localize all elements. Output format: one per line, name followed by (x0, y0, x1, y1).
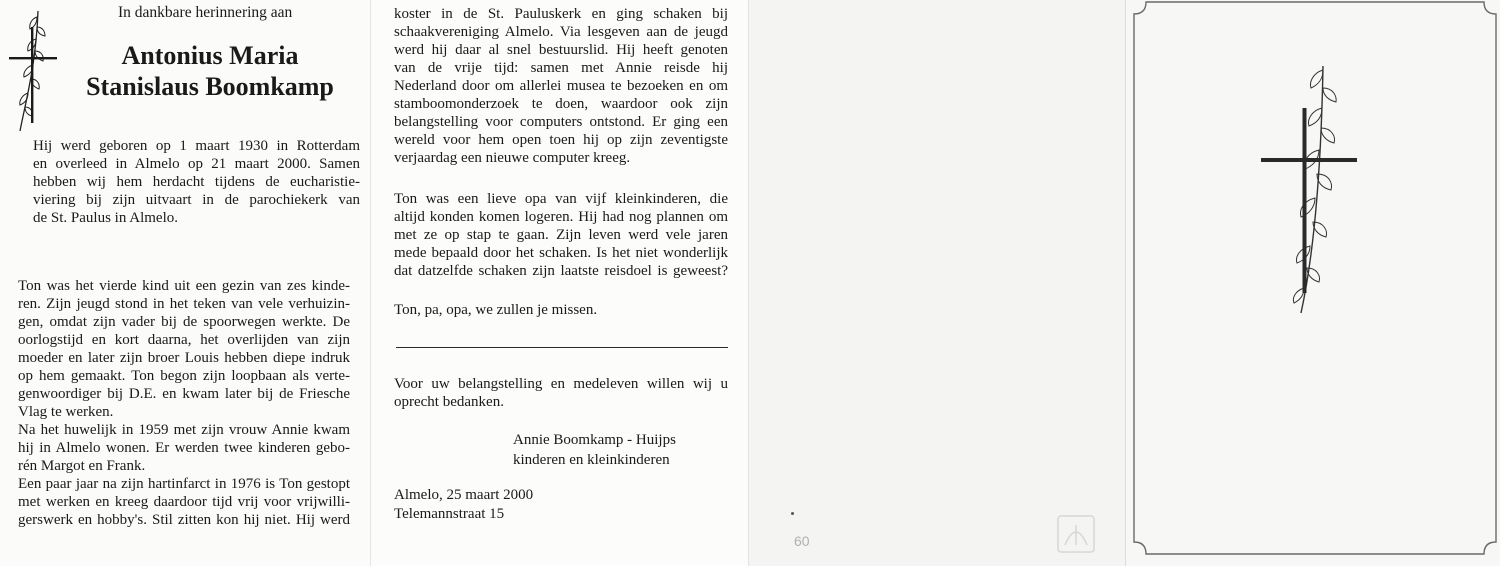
text-line: en overleed in Almelo op 21 maart 2000. Samen (33, 156, 360, 172)
text-line: wereld voor hem open toen hij op zijn zeventigste (394, 132, 728, 148)
text-line: oorlogstijd en kort daarna, het overlijden van zijn (18, 332, 350, 348)
text-line: belangstelling voor computers ontstond. Er ging een (394, 114, 728, 130)
deceased-name (55, 40, 365, 102)
text-line: Een paar jaar na zijn hartinfarct in 1976 is Ton gestopt (18, 476, 350, 492)
text-line: oprecht bedanken. (394, 394, 504, 410)
cross-with-palm-branch-icon (6, 5, 58, 133)
biography-part-1 (18, 277, 350, 529)
intro-paragraph (33, 137, 360, 227)
text-line: rén Margot en Frank. (18, 458, 146, 474)
signature-line: kinderen en kleinkinderen (513, 452, 670, 468)
text-line: hebben wij hem herdacht tijdens de eucharistie- (33, 174, 360, 190)
text-line: op hem gemaakt. Ton begon zijn loopbaan als verte- (18, 368, 350, 384)
card-page-inside-text (370, 0, 748, 566)
text-line: moeder en later zijn broer Louis hebben diepe indruk (18, 350, 350, 366)
text-line: mede bepaald door het schaken. Is het niet wonderlijk (394, 245, 728, 261)
ink-dot (791, 512, 794, 515)
card-page-cover (1125, 0, 1500, 566)
text-line: ren. Zijn jeugd stond in het teken van vele verhuizin- (18, 296, 350, 312)
text-line: genwoordiger bij D.E. en kwam later bij de Friesche (18, 386, 350, 402)
text-line: gen, omdat zijn vader bij de spoorwegen werkte. De (18, 314, 350, 330)
text-line: stamboomonderzoek te doen, waardoor ook zijn (394, 96, 728, 112)
card-page-front-text (0, 0, 370, 566)
publisher-mark-icon (1057, 515, 1095, 553)
cross-with-palm-branch-icon (1261, 58, 1366, 318)
text-line: van de vrije tijd: samen met Annie reisde hij (394, 60, 728, 76)
text-line: altijd konden komen logeren. Hij had nog plannen om (394, 209, 728, 225)
text-line: Vlag te werken. (18, 404, 114, 420)
page-number: 60 (794, 533, 810, 549)
text-line: hij in Almelo wonen. Er werden twee kinderen gebo- (18, 440, 350, 456)
memory-heading: In dankbare herinnering aan (118, 4, 293, 21)
text-line: Nederland door om allerlei musea te bezoeken en om (394, 78, 728, 94)
place-date-line: Almelo, 25 maart 2000 (394, 487, 534, 503)
text-line: Ton was het vierde kind uit een gezin van zes kinde- (18, 278, 350, 294)
grandchildren-paragraph (394, 190, 728, 280)
biography-part-2 (394, 5, 728, 167)
text-line: Hij werd geboren op 1 maart 1930 in Rotterdam (33, 138, 360, 154)
text-line: met ze op stap te gaan. Zijn leven werd vele jaren (394, 227, 728, 243)
text-line: de St. Paulus in Almelo. (33, 210, 179, 226)
text-line: schaakvereniging Almelo. Via lesgeven aan de jeugd (394, 24, 728, 40)
farewell-line: Ton, pa, opa, we zullen je missen. (394, 302, 598, 318)
thanks-paragraph (394, 375, 728, 411)
signature-line: Annie Boomkamp - Huijps (513, 432, 676, 448)
address-line: Telemannstraat 15 (394, 506, 505, 522)
text-line: dat datzelfde schaken zijn laatste reisdoel is geweest? (394, 263, 728, 279)
card-page-back-blank (748, 0, 1125, 566)
name-line: Stanislaus Boomkamp (86, 72, 334, 101)
divider (396, 347, 728, 348)
text-line: werd hij daar al snel bestuurslid. Hij heeft genoten (394, 42, 728, 58)
text-line: koster in de St. Pauluskerk en ging schaken bij (394, 6, 728, 22)
text-line: verjaardag een nieuwe computer kreeg. (394, 150, 631, 166)
text-line: Voor uw belangstelling en medeleven willen wij u (394, 376, 728, 392)
place-and-date (394, 486, 533, 524)
name-line: Antonius Maria (121, 41, 299, 70)
text-line: viering bij zijn uitvaart in de parochiekerk van (33, 192, 360, 208)
text-line: gerswerk en hobby's. Stil zitten kon hij niet. Hij werd (18, 512, 350, 528)
family-signature (513, 430, 676, 470)
text-line: Ton was een lieve opa van vijf kleinkinderen, die (394, 191, 728, 207)
text-line: met werken en kreeg daardoor tijd vrij voor vrijwilli- (18, 494, 350, 510)
text-line: Na het huwelijk in 1959 met zijn vrouw Annie kwam (18, 422, 350, 438)
